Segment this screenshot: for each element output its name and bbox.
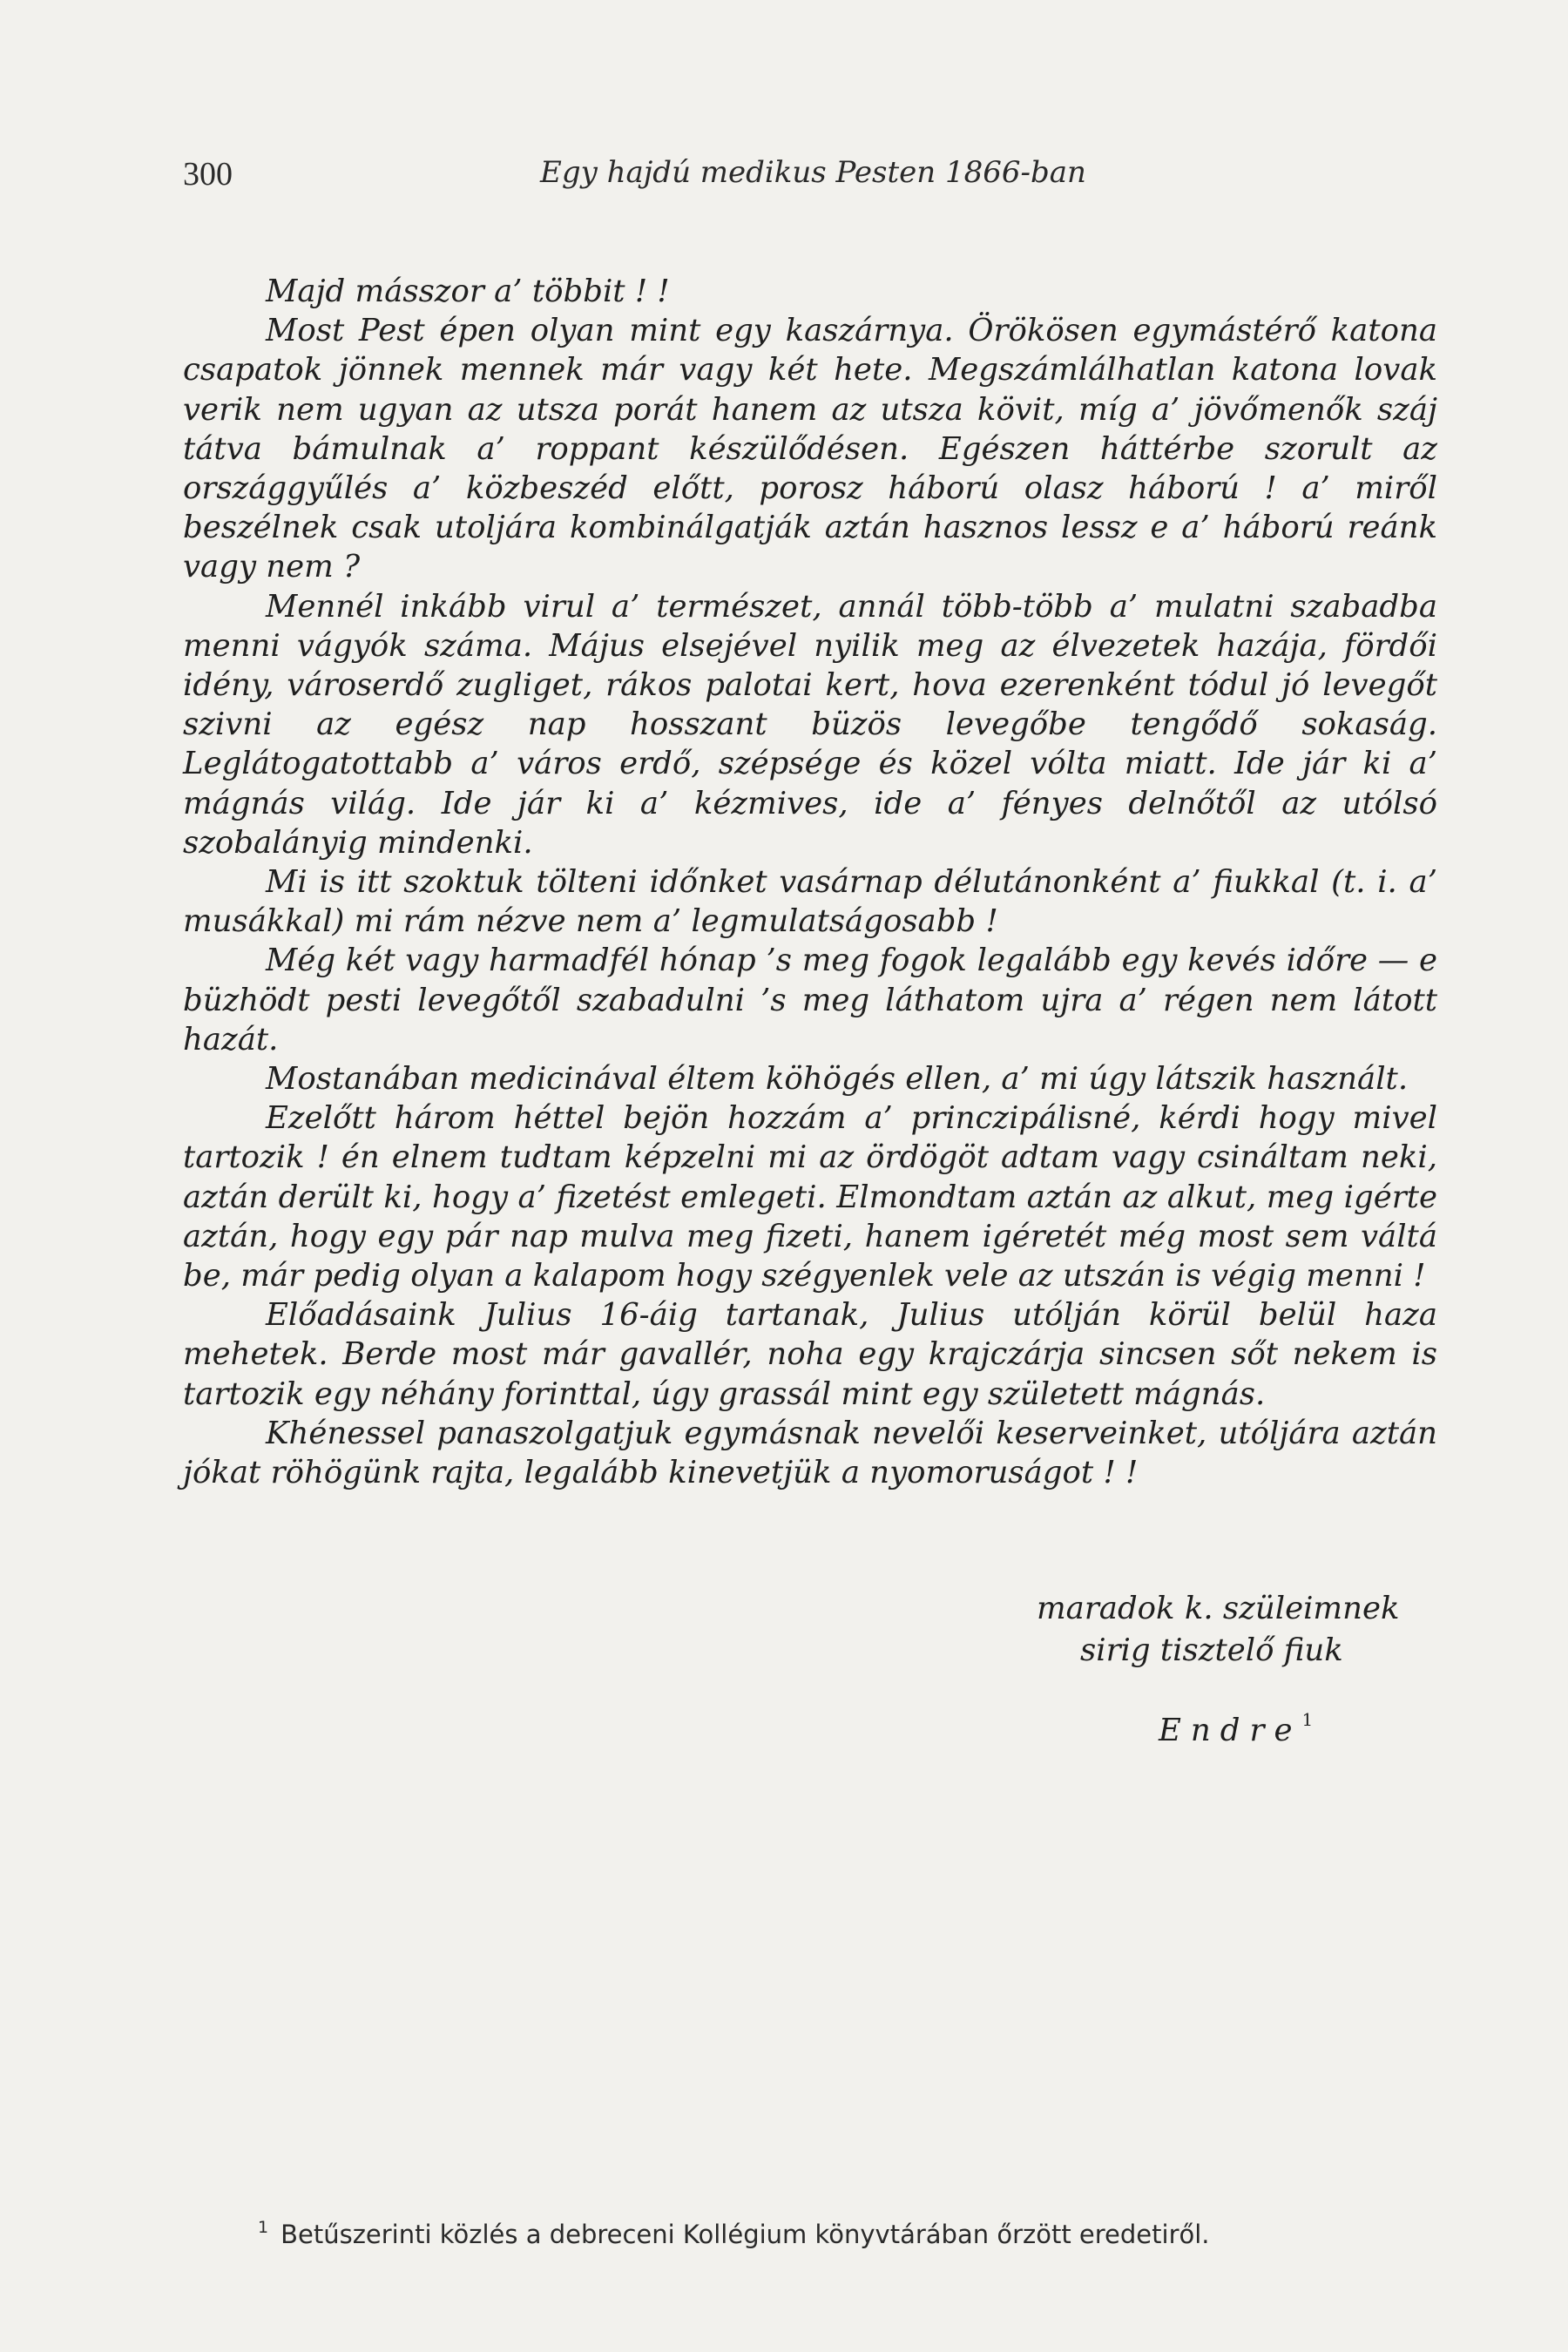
footnote-text: Betűszerinti közlés a debreceni Kollégium könyvtárában őrzött eredetiről. [280,2220,1210,2249]
letter-body [183,272,1437,1492]
closing-text: maradok k. szüleimnek [1037,1591,1400,1626]
closing-text: sirig tisztelő fiuk [1080,1632,1343,1668]
paragraph: Khénessel panaszolgatjuk egymásnak nevelői keserveinket, utóljára aztán jókat röhögünk rajta, legalább kinevetjük a nyomoruságot ! ! [183,1415,1437,1491]
paragraph: Most Pest épen olyan mint egy kaszárnya. Örökösen egymástérő katona csapatok jönnek mennek már vagy két hete. Megszámlálhatlan katona lovak verik nem ugyan az utsza porát hanem az utsza kövit, míg a’ jövőmenők száj tátva bámulnak a’ roppant készülődésen. Egészen háttérbe szorult az országgyűlés a’ közbeszéd előtt, porosz háború olasz háború ! a’ miről beszélnek csak utoljára kombinálgatják aztán hasznos lessz e a’ háború reánk vagy nem ? [183,313,1437,585]
paragraph: Mi is itt szoktuk tölteni időnket vasárnap délutánonként a’ fiukkal (t. i. a’ musákkal) mi rám nézve nem a’ legmulatságosabb ! [183,864,1437,940]
footnote [258,2220,1210,2249]
footnote-mark: 1 [258,2218,269,2237]
paragraph: Majd másszor a’ többit ! ! [266,274,670,309]
paragraph: Előadásaink Julius 16-áig tartanak, Julius utólján körül belül haza mehetek. Berde most már gavallér, noha egy krajczárja sincsen sőt nekem is tartozik egy néhány forinttal, úgy grassál mint egy született mágnás. [183,1297,1437,1412]
paragraph: Mennél inkább virul a’ természet, annál több-több a’ mulatni szabadba menni vágyók száma. Május elsejével nyilik meg az élvezetek hazája, fördői idény, városerdő zugliget, rákos palotai kert, hova ezerenként tódul jó levegőt szivni az egész nap hosszant büzös levegőbe tengődő sokaság. Leglátogatottabb a’ város erdő, szépsége és közel vólta miatt. Ide jár ki a’ mágnás világ. Ide jár ki a’ kézmives, ide a’ fényes delnőtől az utólsó szobalányig mindenki. [183,588,1437,861]
footnote-reference: 1 [1301,1709,1323,1730]
paragraph: Még két vagy harmadfél hónap ’s meg fogok legalább egy kevés időre — e büzhödt pesti levegőtől szabadulni ’s meg láthatom ujra a’ régen nem látott hazát. [183,943,1437,1058]
paragraph: Mostanában medicinával éltem köhögés ellen, a’ mi úgy látszik használt. [266,1061,1409,1098]
page-header [183,155,1442,207]
paragraph: Ezelőtt három héttel bejön hozzám a’ princzipálisné, kérdi hogy mivel tartozik ! én elnem tudtam képzelni mi az ördögöt adtam vagy csináltam neki, aztán derült ki, hogy a’ fizetést emlegeti. Elmondtam aztán az alkut, meg igérte aztán, hogy egy pár nap mulva meg fizeti, hanem igéretét még most sem váltá be, már pedig olyan a kalapom hogy szégyenlek vele az utszán is végig menni ! [183,1100,1437,1294]
running-title: Egy hajdú medikus Pesten 1866-ban [540,155,1086,190]
page-number: 300 [183,156,233,193]
signature-text: Endre [1159,1713,1302,1748]
signature-name [1159,1709,1323,1748]
